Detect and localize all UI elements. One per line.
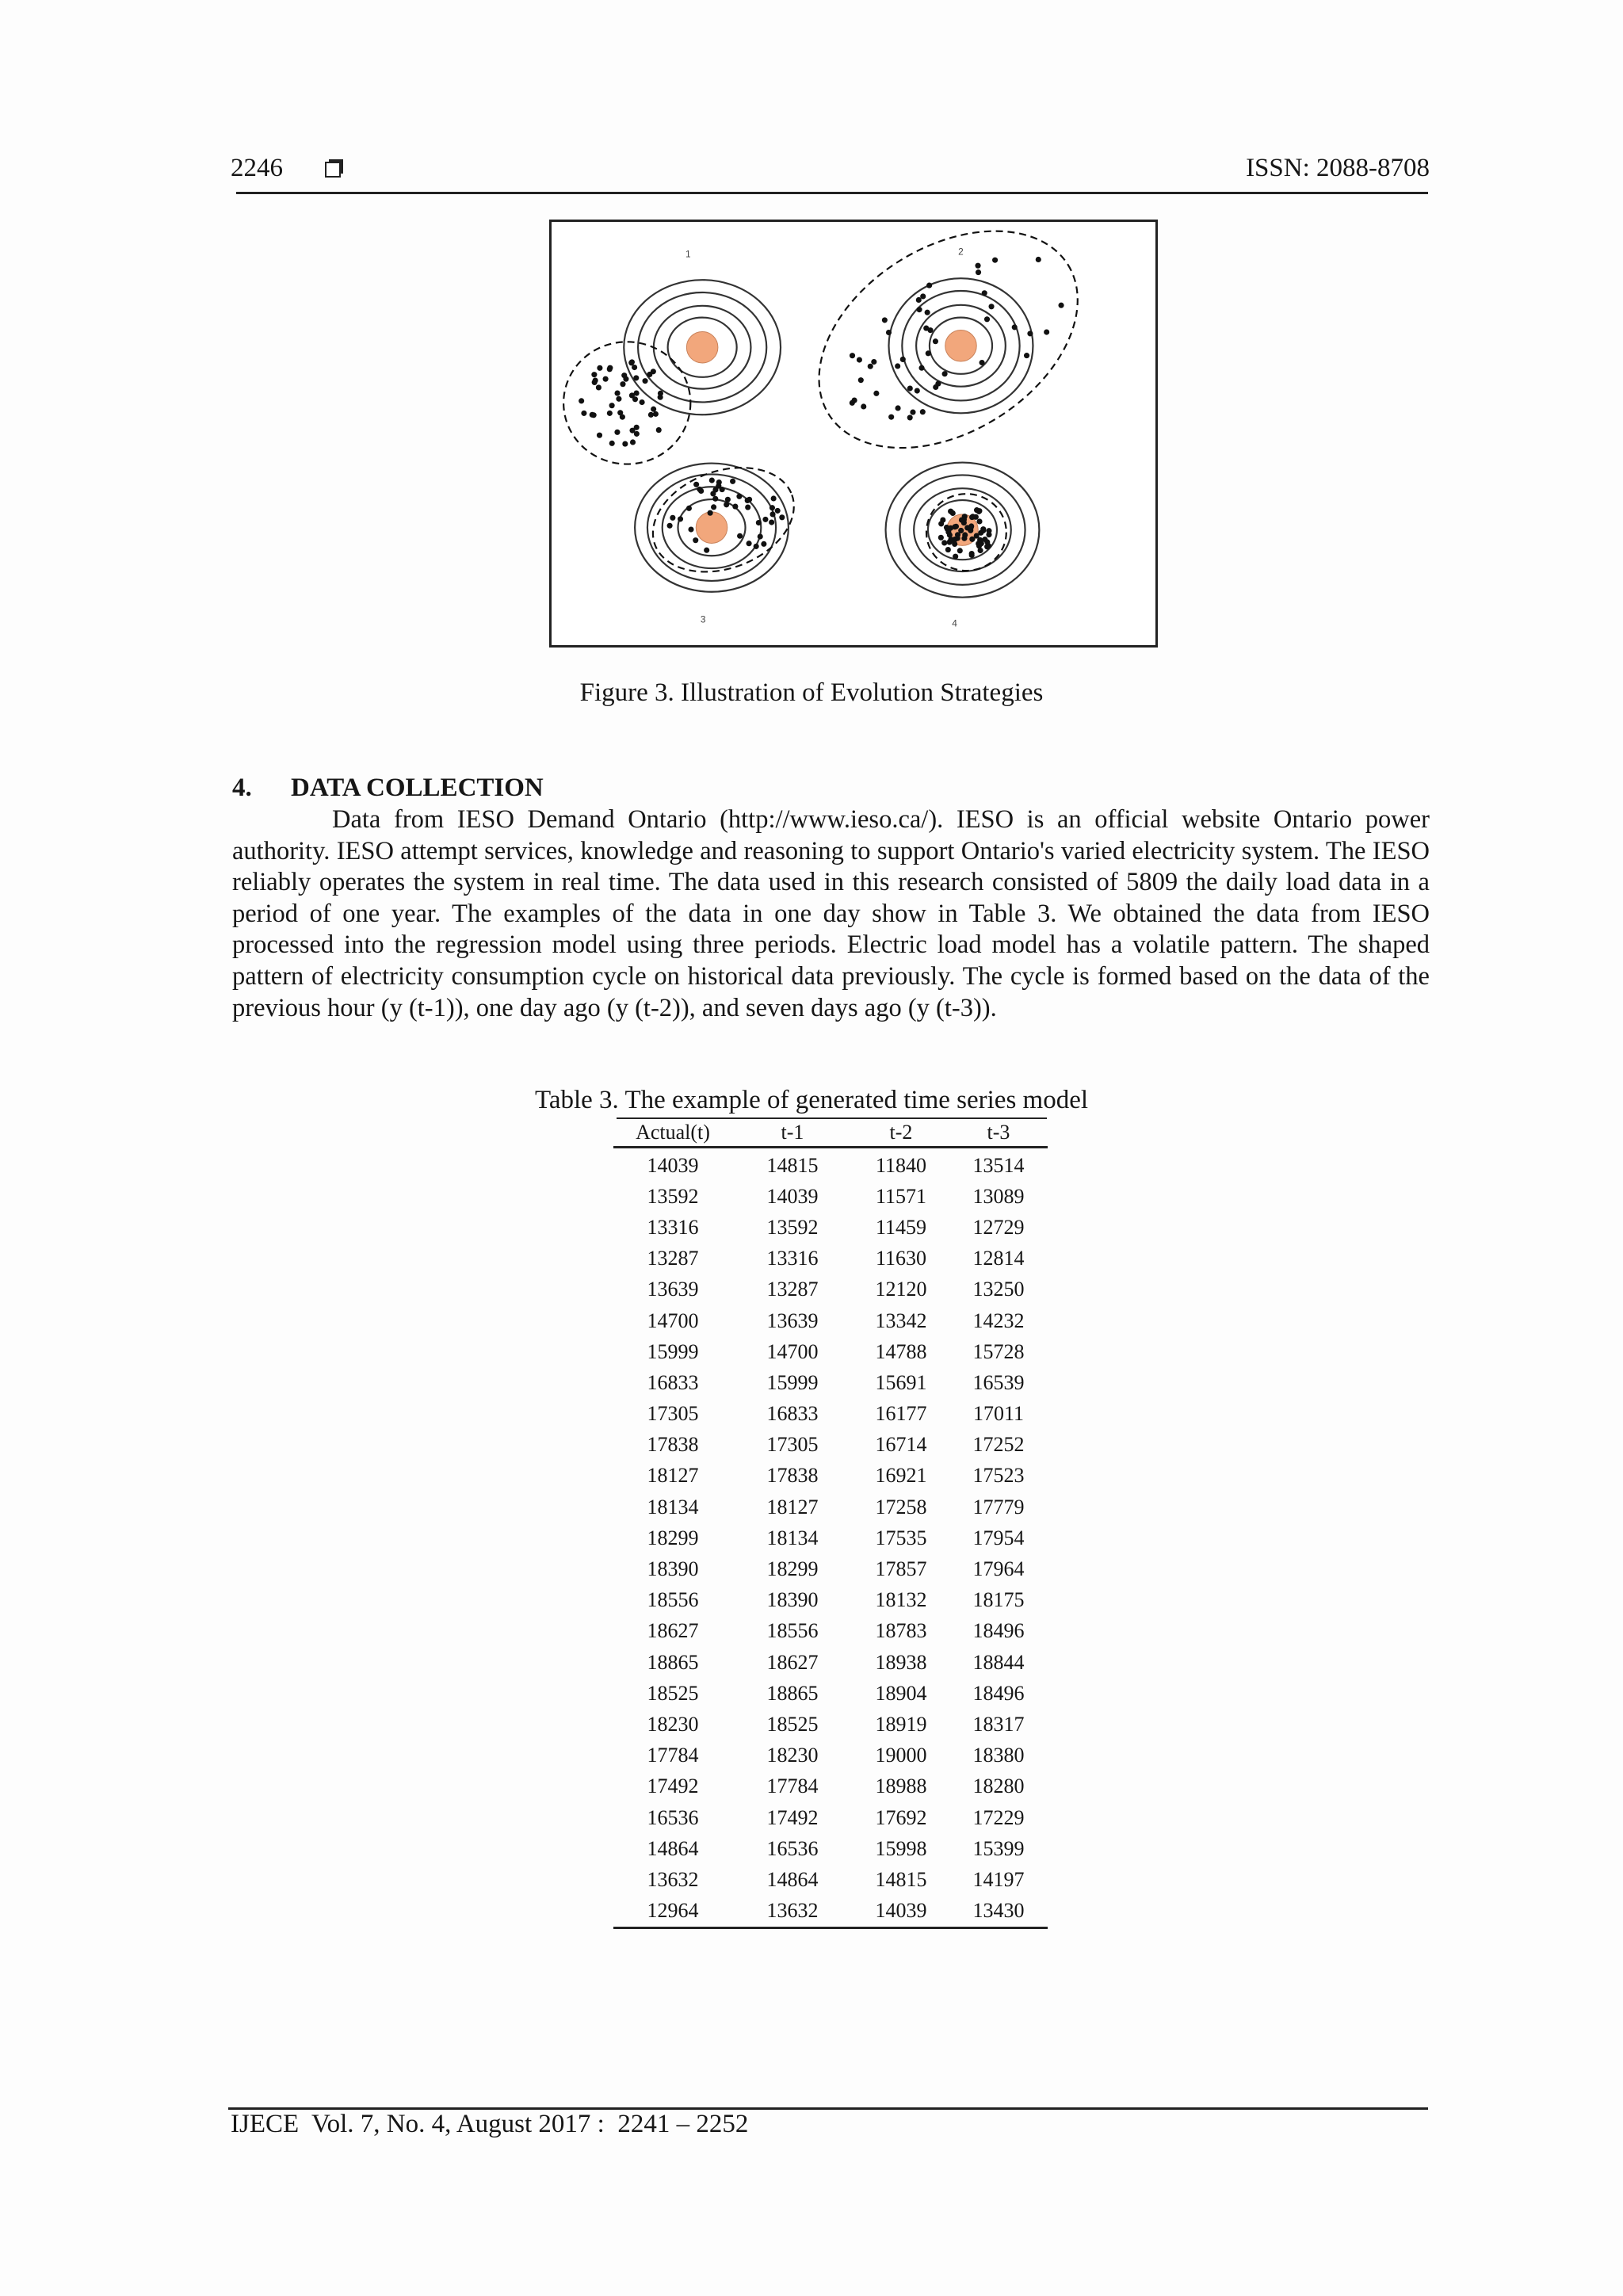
table-cell: 17305 (766, 1433, 819, 1457)
table-cell: 18280 (972, 1775, 1025, 1798)
section-heading (232, 774, 544, 803)
population-point (609, 403, 615, 408)
population-point (630, 439, 636, 445)
table-cell: 18556 (647, 1588, 699, 1612)
table-cell: 13632 (647, 1867, 699, 1891)
table-cell: 14039 (853, 1896, 949, 1928)
table-cell: 13287 (647, 1247, 699, 1270)
table-row (613, 1616, 1048, 1647)
population-point (920, 293, 926, 299)
population-point (623, 376, 628, 382)
table-cell: 16536 (766, 1836, 819, 1860)
table-cell: 17523 (972, 1464, 1025, 1488)
population-point (737, 533, 743, 539)
population-point (724, 502, 729, 507)
figure-illustration (552, 222, 1155, 645)
table-cell: 12729 (972, 1215, 1025, 1239)
table-cell: 15998 (875, 1836, 927, 1860)
column-header: Actual(t) (613, 1119, 732, 1148)
population-point (873, 391, 879, 396)
table-cell: 17964 (972, 1557, 1025, 1581)
table-cell: 18134 (766, 1526, 819, 1549)
table-cell: 18525 (766, 1712, 819, 1736)
table-row (613, 1492, 1048, 1522)
population-point (925, 310, 930, 315)
table-cell: 16833 (647, 1370, 699, 1394)
population-point (976, 269, 981, 275)
box-bullet-icon (325, 159, 344, 178)
population-point (907, 415, 913, 420)
column-header: t-3 (949, 1119, 1048, 1148)
table-cell: 13287 (766, 1278, 819, 1301)
population-point (871, 359, 876, 365)
population-point (942, 371, 948, 376)
population-point (761, 541, 766, 547)
table-cell: 18134 (647, 1495, 699, 1519)
population-point (957, 548, 963, 553)
table-cell: 14864 (766, 1867, 819, 1891)
population-point (779, 514, 785, 520)
population-point (678, 516, 683, 521)
table-cell: 18783 (875, 1619, 927, 1643)
table-caption: Table 3. The example of generated time series model (534, 1086, 1089, 1114)
population-point (961, 517, 967, 522)
population-point (597, 433, 602, 438)
population-point (984, 316, 990, 322)
table-row (613, 1181, 1048, 1212)
population-point (616, 396, 621, 402)
footer-citation: IJECE Vol. 7, No. 4, August 2017 : 2241 – 2252 (231, 2110, 749, 2138)
panel-label-1: 1 (685, 248, 691, 260)
table-cell: 18865 (647, 1650, 699, 1674)
population-point (948, 525, 953, 531)
figure-evolution-strategies (549, 220, 1158, 648)
population-point (926, 350, 931, 356)
table-cell: 15999 (647, 1339, 699, 1363)
population-point (736, 494, 742, 499)
population-point (609, 441, 615, 446)
table-cell: 13514 (972, 1153, 1025, 1177)
population-point (984, 544, 990, 549)
population-point (973, 514, 979, 520)
table-cell: 12814 (972, 1247, 1025, 1270)
population-point (896, 405, 901, 411)
optimum-target (696, 512, 727, 544)
table-row (613, 1399, 1048, 1430)
table-cell: 17692 (875, 1805, 927, 1829)
population-point (642, 378, 647, 384)
table-cell: 18865 (766, 1681, 819, 1705)
population-point (907, 385, 913, 391)
population-point (769, 519, 774, 525)
population-point (969, 552, 975, 558)
column-header: t-1 (732, 1119, 853, 1148)
population-point (857, 357, 862, 362)
population-point (693, 537, 698, 543)
population-point (591, 372, 597, 377)
population-point (961, 536, 967, 541)
population-point (651, 407, 656, 412)
population-point (633, 375, 639, 380)
population-point (988, 304, 994, 309)
population-point (658, 395, 663, 400)
population-point (614, 430, 620, 435)
population-point (976, 508, 982, 514)
population-point (900, 357, 906, 362)
data-table (613, 1119, 1048, 1929)
population-point (945, 547, 951, 552)
table-cell: 17784 (647, 1744, 699, 1767)
population-point (709, 477, 715, 483)
population-point (775, 508, 781, 514)
table-cell: 14815 (875, 1867, 927, 1891)
table-row (613, 1553, 1048, 1584)
table-cell: 18127 (766, 1495, 819, 1519)
population-point (916, 297, 922, 303)
population-point (632, 396, 638, 402)
population-point (670, 515, 675, 521)
table-cell: 18127 (647, 1464, 699, 1488)
population-point (667, 523, 673, 529)
table-cell: 18230 (766, 1744, 819, 1767)
population-point (948, 509, 953, 514)
table-cell: 11571 (875, 1184, 927, 1208)
table-cell: 17258 (875, 1495, 927, 1519)
table-cell: 15691 (875, 1370, 927, 1394)
table-cell: 18175 (972, 1588, 1025, 1612)
population-point (918, 365, 924, 371)
population-point (754, 544, 759, 549)
figure-caption: Figure 3. Illustration of Evolution Strategies (579, 678, 1044, 707)
table-cell: 13316 (766, 1247, 819, 1270)
table-cell: 18919 (875, 1712, 927, 1736)
population-point (968, 525, 974, 530)
table-cell: 14232 (972, 1308, 1025, 1332)
table-cell: 16921 (875, 1464, 927, 1488)
table-cell: 13592 (647, 1184, 699, 1208)
population-point (593, 377, 598, 383)
table-cell: 18390 (647, 1557, 699, 1581)
table-cell: 14700 (766, 1339, 819, 1363)
header-rule (236, 192, 1428, 194)
section-body-paragraph: Data from IESO Demand Ontario (http://www.ieso.ca/). IESO is an official website Ontario power authority. IESO attempt services, knowledge and reasoning to support Ontario's varied electricity system. The IESO reliably operates the system in real time. The data used in this research consisted of 5809 the daily load data in a period of one year. The examples of the data in one day show in Table 3. We obtained the data from IESO processed into the regression model using three periods. Electric load model has a volatile pattern. The shaped pattern of electricity consumption cycle on historical data previously. The cycle is formed based on the data of the previous hour (y (t-1)), one day ago (y (t-2)), and seven days ago (y (t-3)). (232, 805, 1430, 1022)
table-cell: 18496 (972, 1681, 1025, 1705)
table-cell: 13430 (949, 1896, 1048, 1928)
table-cell: 17838 (766, 1464, 819, 1488)
population-point (647, 372, 652, 377)
table-cell: 17838 (647, 1433, 699, 1457)
population-point (698, 488, 704, 494)
population-point (977, 537, 983, 543)
population-point (622, 441, 628, 446)
population-point (620, 381, 625, 387)
population-point (656, 427, 662, 433)
table-cell: 18132 (875, 1588, 927, 1612)
table-cell: 13089 (972, 1184, 1025, 1208)
population-point (747, 541, 752, 546)
table-row (613, 1430, 1048, 1461)
table-cell: 15999 (766, 1370, 819, 1394)
table-row (613, 1585, 1048, 1616)
table-cell: 18230 (647, 1712, 699, 1736)
population-point (708, 510, 713, 516)
page-number: 2246 (231, 154, 283, 182)
table-cell: 14815 (766, 1153, 819, 1177)
population-point (1027, 330, 1033, 336)
population-boundary (780, 222, 1117, 493)
optimum-target (945, 330, 977, 361)
table-cell: 18299 (647, 1526, 699, 1549)
population-point (1012, 324, 1018, 330)
population-point (926, 283, 932, 288)
table-cell: 14700 (647, 1308, 699, 1332)
table-cell: 12964 (613, 1896, 732, 1928)
table-cell: 18988 (875, 1775, 927, 1798)
table-cell: 16714 (875, 1433, 927, 1457)
population-point (617, 410, 623, 415)
population-point (888, 415, 894, 420)
table-cell: 18390 (766, 1588, 819, 1612)
population-point (978, 530, 983, 536)
table-cell: 13592 (766, 1215, 819, 1239)
table-row (613, 1647, 1048, 1678)
table-row (613, 1864, 1048, 1895)
population-point (935, 381, 941, 387)
table-cell: 17857 (875, 1557, 927, 1581)
population-point (634, 391, 640, 396)
population-point (858, 377, 864, 383)
population-point (1044, 329, 1049, 334)
table-cell: 13639 (766, 1308, 819, 1332)
table-row (613, 1274, 1048, 1305)
table-header-row (613, 1119, 1048, 1148)
population-point (607, 366, 613, 372)
table-cell: 18556 (766, 1619, 819, 1643)
population-point (1024, 353, 1029, 358)
population-point (1058, 303, 1064, 308)
population-point (712, 496, 718, 502)
population-point (629, 428, 635, 434)
table-cell: 17492 (647, 1775, 699, 1798)
population-point (969, 537, 975, 542)
population-point (947, 532, 953, 537)
population-point (895, 363, 900, 369)
panel-label-3: 3 (700, 613, 706, 625)
population-point (852, 398, 857, 403)
table-cell: 17252 (972, 1433, 1025, 1457)
population-point (732, 504, 738, 510)
table-row (613, 1678, 1048, 1709)
population-point (758, 533, 763, 539)
table-cell: 18380 (972, 1744, 1025, 1767)
table-cell: 17492 (766, 1805, 819, 1829)
table-cell: 13316 (647, 1215, 699, 1239)
table-cell: 18627 (647, 1619, 699, 1643)
population-point (745, 504, 750, 510)
population-point (725, 497, 731, 502)
population-point (769, 511, 775, 517)
population-point (978, 548, 983, 553)
population-point (941, 540, 947, 545)
table-cell: 18317 (972, 1712, 1025, 1736)
table-cell: 17784 (766, 1775, 819, 1798)
issn: ISSN: 2088-8708 (1246, 154, 1430, 182)
population-point (986, 528, 991, 533)
table-cell: 16833 (766, 1402, 819, 1426)
table-row (613, 1802, 1048, 1833)
table-cell: 11840 (875, 1153, 927, 1177)
table-cell: 18627 (766, 1650, 819, 1674)
population-point (861, 403, 866, 409)
section-title: DATA COLLECTION (291, 774, 544, 802)
table-cell: 15399 (972, 1836, 1025, 1860)
table-cell: 16539 (972, 1370, 1025, 1394)
population-point (917, 307, 922, 312)
table-cell: 14039 (766, 1184, 819, 1208)
table-row (613, 1336, 1048, 1367)
table-cell: 13342 (875, 1308, 927, 1332)
table-row (613, 1461, 1048, 1492)
table-cell: 17011 (972, 1402, 1025, 1426)
table-cell: 13639 (647, 1278, 699, 1301)
population-point (762, 517, 768, 522)
population-point (730, 479, 735, 484)
population-point (980, 360, 985, 365)
population-point (769, 505, 775, 510)
population-point (596, 384, 601, 390)
population-point (915, 388, 920, 393)
table-row (613, 1148, 1048, 1182)
population-point (910, 410, 915, 415)
population-point (581, 411, 586, 416)
population-point (716, 479, 722, 485)
population-point (653, 411, 659, 417)
table-cell: 18844 (972, 1650, 1025, 1674)
population-point (603, 376, 609, 382)
population-point (597, 365, 602, 371)
population-point (614, 391, 620, 396)
table-cell: 12120 (875, 1278, 927, 1301)
table-row (613, 1305, 1048, 1336)
table-cell: 14788 (875, 1339, 927, 1363)
table-cell: 17229 (972, 1805, 1025, 1829)
population-point (607, 411, 613, 416)
table-row (613, 1740, 1048, 1771)
table-cell: 18904 (875, 1681, 927, 1705)
population-point (882, 317, 888, 323)
population-point (720, 487, 725, 492)
table-cell: 18299 (766, 1557, 819, 1581)
population-point (747, 497, 752, 502)
population-point (938, 535, 944, 541)
population-point (771, 495, 777, 501)
population-point (923, 326, 929, 331)
population-point (886, 330, 892, 335)
population-point (953, 554, 958, 560)
population-point (756, 520, 762, 525)
table-cell: 18938 (875, 1650, 927, 1674)
table-cell: 17954 (972, 1526, 1025, 1549)
population-point (648, 412, 654, 418)
table-cell: 11630 (875, 1247, 927, 1270)
population-point (579, 398, 584, 403)
table-row (613, 1709, 1048, 1740)
table-cell: 19000 (875, 1744, 927, 1767)
population-point (710, 491, 716, 496)
population-point (975, 263, 980, 269)
population-point (976, 518, 982, 524)
population-point (688, 526, 693, 532)
table-row (613, 1833, 1048, 1864)
table-cell: 16536 (647, 1805, 699, 1829)
population-point (704, 548, 709, 553)
table-cell: 13250 (972, 1278, 1025, 1301)
population-point (850, 353, 855, 358)
panel-label-4: 4 (952, 617, 957, 629)
table-cell: 17779 (972, 1495, 1025, 1519)
population-point (1036, 257, 1041, 262)
table-row (613, 1212, 1048, 1243)
population-point (933, 338, 938, 344)
table-cell: 18496 (972, 1619, 1025, 1643)
population-point (953, 524, 959, 529)
column-header: t-2 (853, 1119, 949, 1148)
population-point (711, 504, 716, 510)
population-point (629, 359, 635, 365)
population-point (693, 482, 699, 487)
population-point (868, 364, 873, 369)
population-point (920, 409, 926, 415)
table-cell: 16177 (875, 1402, 927, 1426)
table-cell: 18525 (647, 1681, 699, 1705)
population-point (958, 528, 964, 533)
population-point (940, 518, 945, 523)
population-point (982, 290, 987, 296)
population-point (591, 412, 597, 418)
table-cell: 13632 (732, 1896, 853, 1928)
section-number: 4. (232, 774, 252, 802)
table-row (613, 1896, 1048, 1928)
panel-label-2: 2 (958, 246, 964, 258)
population-point (686, 506, 692, 511)
table-cell: 15728 (972, 1339, 1025, 1363)
population-point (992, 258, 998, 263)
population-point (640, 399, 645, 405)
table-row (613, 1771, 1048, 1802)
table-cell: 14039 (647, 1153, 699, 1177)
optimum-target (686, 331, 718, 363)
population-point (953, 537, 958, 542)
table-row (613, 1522, 1048, 1553)
table-cell: 14864 (647, 1836, 699, 1860)
table-cell: 17305 (647, 1402, 699, 1426)
table-cell: 14197 (972, 1867, 1025, 1891)
table-row (613, 1244, 1048, 1274)
table-cell: 11459 (875, 1215, 927, 1239)
table-cell: 17535 (875, 1526, 927, 1549)
table-row (613, 1367, 1048, 1398)
